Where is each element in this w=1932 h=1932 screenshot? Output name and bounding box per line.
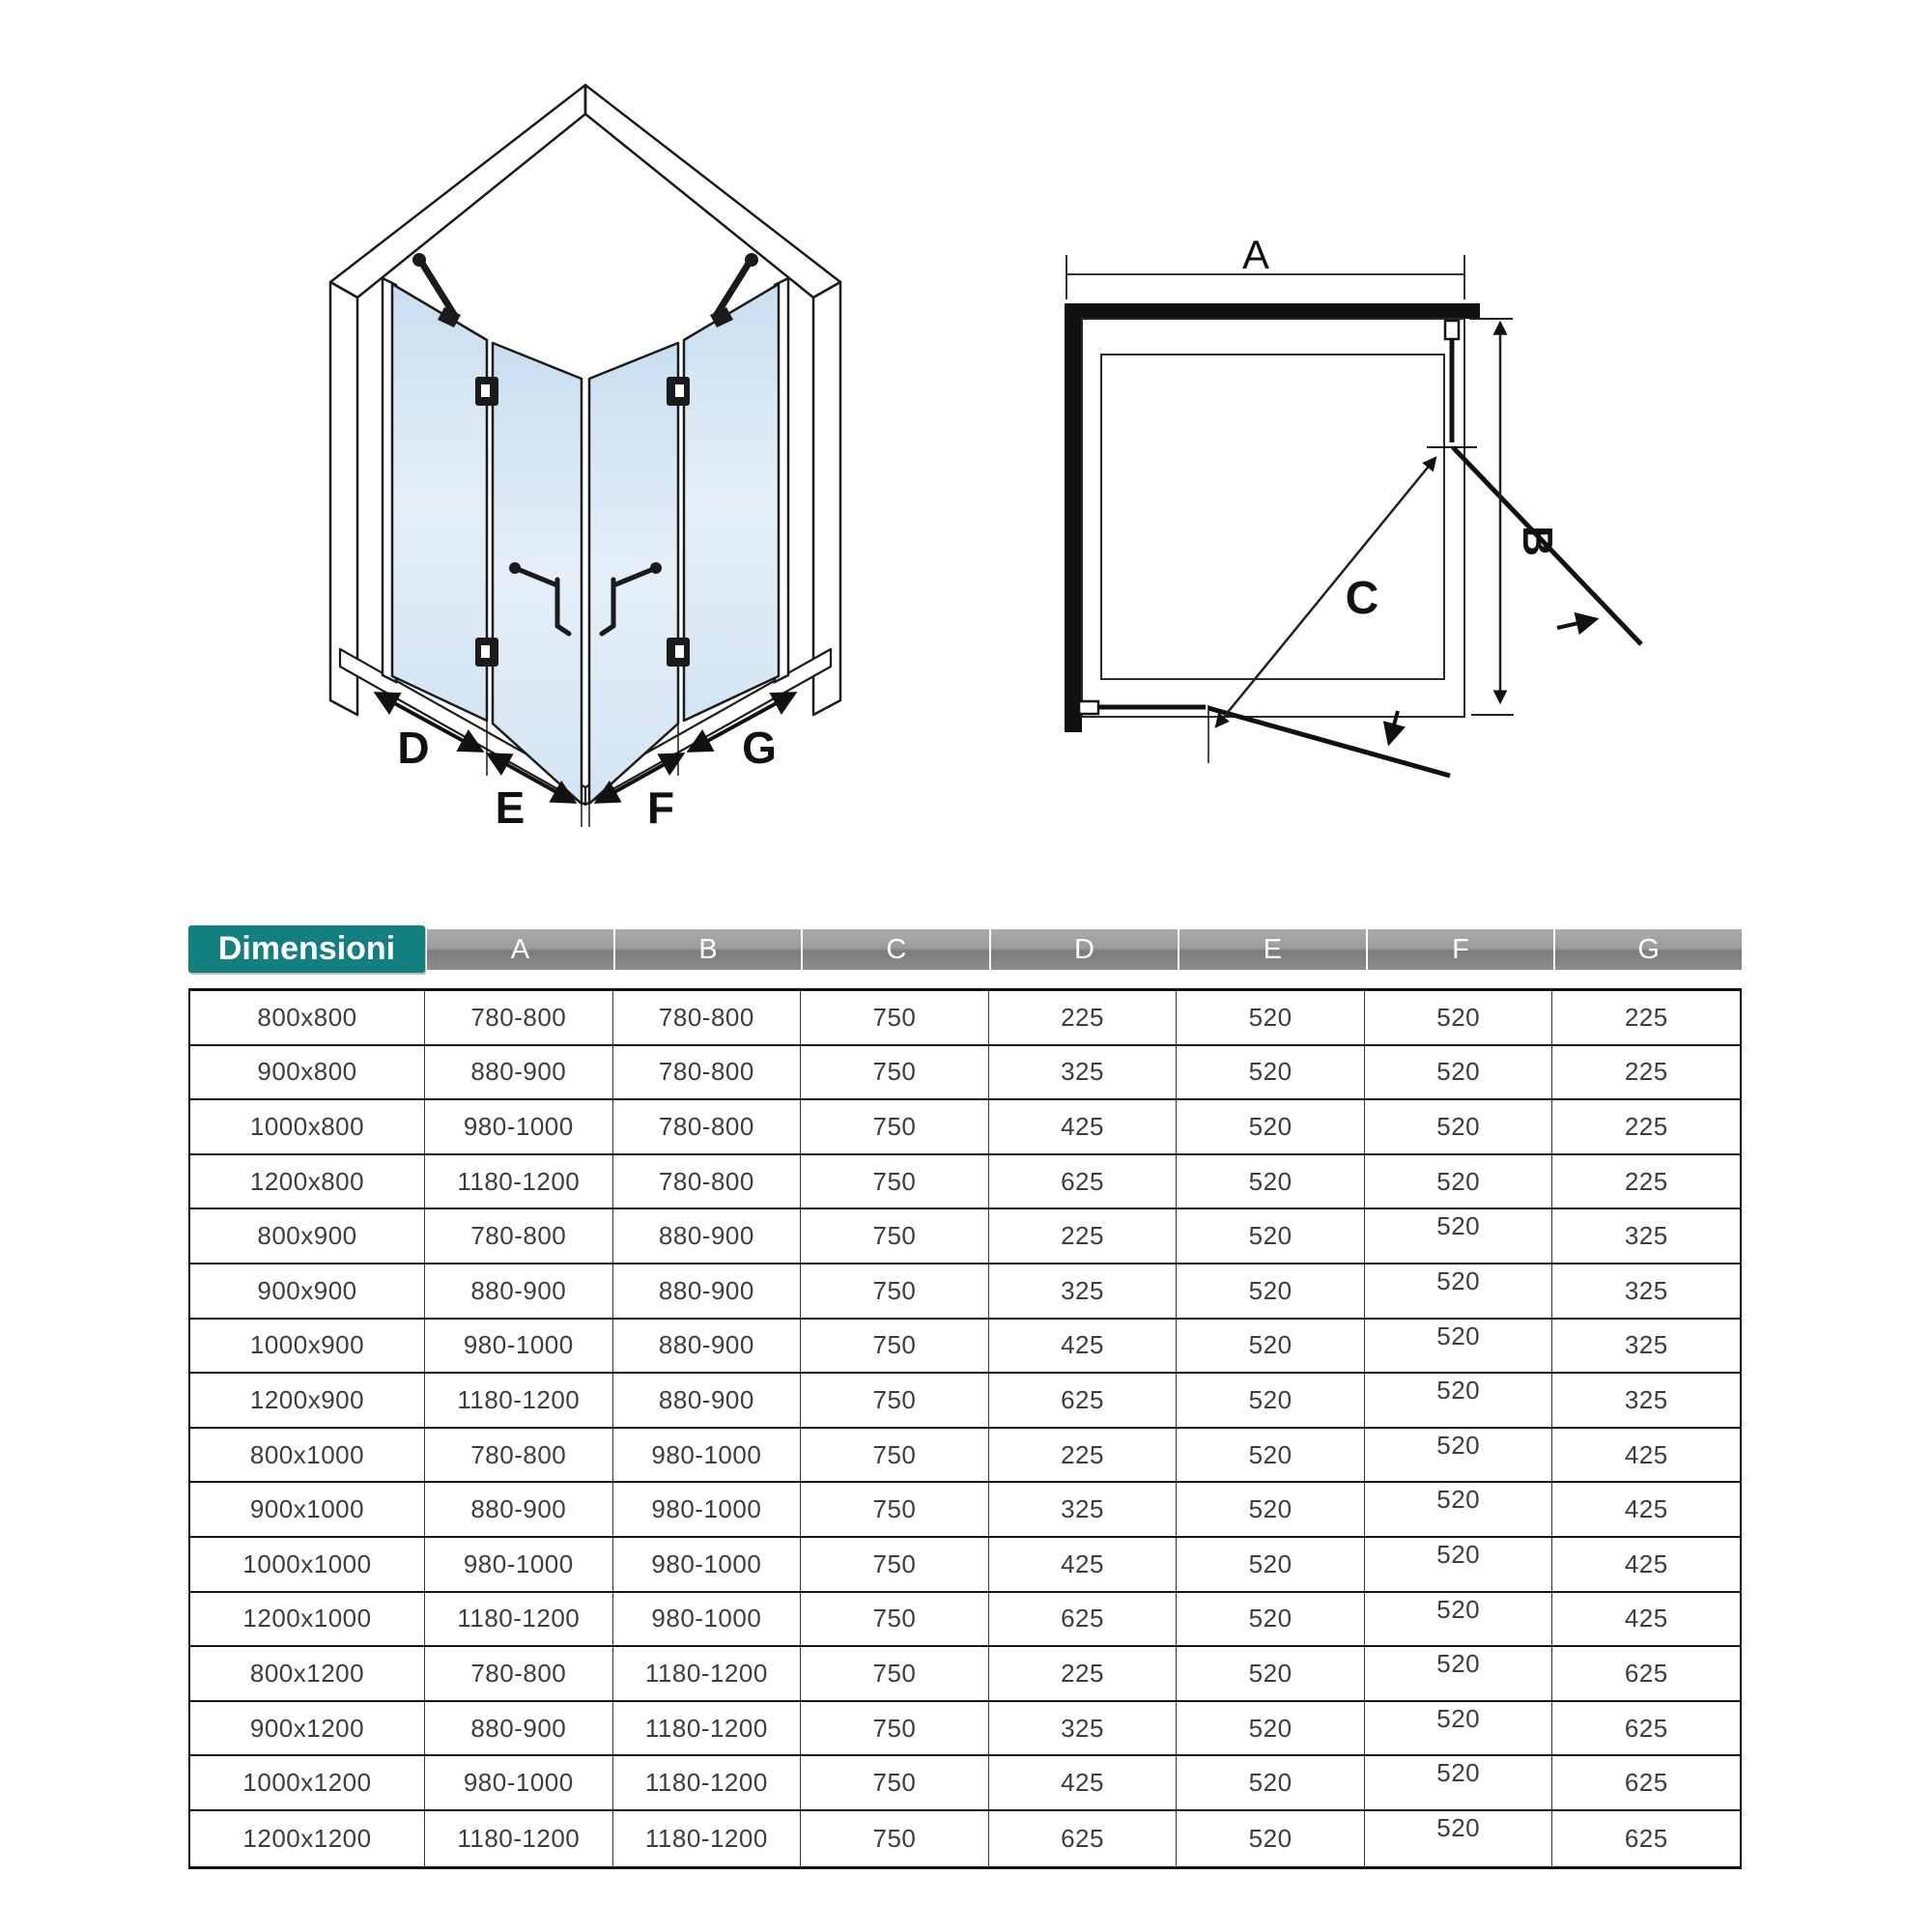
value-cell: 1180-1200 [425,1374,613,1427]
value-cell: 750 [801,1264,989,1318]
shower-plan-diagram [1043,232,1806,792]
value-cell: 520 [1177,1046,1365,1099]
column-header-f: F [1366,929,1554,970]
value-cell: 780-800 [613,1100,802,1153]
value-cell: 1180-1200 [613,1647,802,1700]
value-cell: 780-800 [613,1155,802,1208]
door-panel-right [589,343,678,804]
value-cell: 520 [1177,1320,1365,1373]
support-bars [412,253,758,327]
table-row [190,1264,1740,1320]
value-cell: 880-900 [613,1264,802,1318]
table-row [190,1702,1740,1757]
size-cell: 1000x1000 [190,1538,425,1591]
value-cell: 1180-1200 [425,1155,613,1208]
value-cell: 520 [1365,1374,1553,1427]
value-cell: 750 [801,991,989,1044]
value-cell: 750 [801,1320,989,1373]
value-cell: 780-800 [613,991,802,1044]
value-cell: 625 [989,1593,1178,1646]
value-cell: 225 [1624,1111,1668,1141]
size-cell: 1000x900 [190,1320,425,1373]
value-cell: 750 [801,1483,989,1536]
value-cell: 750 [801,1538,989,1591]
value-cell: 520 [1177,1264,1365,1318]
table-row [190,1320,1740,1375]
dimensions-table [188,925,1742,1869]
value-cell: 325 [1624,1275,1668,1305]
size-cell: 900x900 [190,1264,425,1318]
value-cell: 520 [1365,1593,1553,1646]
value-cell: 520 [1365,1320,1553,1373]
value-cell: 980-1000 [613,1593,802,1646]
value-cell: 325 [989,1702,1178,1755]
value-cell: 880-900 [425,1702,613,1755]
value-cell: 520 [1365,1046,1553,1099]
value-cell: 880-900 [425,1483,613,1536]
value-cell: 980-1000 [425,1100,613,1153]
value-cell: 425 [1624,1548,1668,1578]
value-cell: 625 [989,1155,1178,1208]
value-cell: 425 [989,1100,1178,1153]
column-header-d: D [989,929,1178,970]
fixed-panel-right [684,284,779,721]
value-cell: 750 [801,1593,989,1646]
value-cell: 520 [1177,1538,1365,1591]
table-row [190,1538,1740,1593]
value-cell: 780-800 [613,1046,802,1099]
value-cell: 1180-1200 [613,1756,802,1809]
column-header-c: C [801,929,989,970]
table-row [190,1647,1740,1702]
table-row [190,1811,1740,1866]
value-cell: 520 [1365,1155,1553,1208]
size-cell: 900x1000 [190,1483,425,1536]
value-cell: 625 [1624,1713,1668,1743]
value-cell: 520 [1177,1374,1365,1427]
value-cell: 980-1000 [613,1429,802,1482]
dimension-label-f: F [646,782,675,833]
table-row [190,1209,1740,1264]
value-cell: 520 [1177,991,1365,1044]
table-row [190,1374,1740,1429]
value-cell: 520 [1365,1538,1553,1591]
value-cell: 520 [1177,1100,1365,1153]
value-cell: 780-800 [425,991,613,1044]
dimension-label-c: C [1345,573,1379,624]
value-cell: 425 [1624,1604,1668,1634]
dimension-label-e: E [495,782,526,833]
value-cell: 425 [989,1756,1178,1809]
value-cell: 225 [1624,1002,1668,1032]
table-row [190,1429,1740,1484]
value-cell: 520 [1365,1647,1553,1700]
dimension-label-d: D [397,723,430,773]
value-cell: 520 [1365,1100,1553,1153]
size-cell: 1200x800 [190,1155,425,1208]
value-cell: 425 [1624,1494,1668,1524]
size-cell: 800x1200 [190,1647,425,1700]
dimension-label-g: G [742,723,777,773]
value-cell: 750 [801,1374,989,1427]
column-header-b: B [613,929,802,970]
value-cell: 780-800 [425,1429,613,1482]
dimension-label-a: A [1241,232,1270,277]
value-cell: 625 [1624,1823,1668,1853]
value-cell: 520 [1177,1429,1365,1482]
column-header-band [425,929,1742,970]
value-cell: 880-900 [425,1264,613,1318]
value-cell: 1180-1200 [613,1811,802,1866]
size-cell: 1200x1200 [190,1811,425,1866]
value-cell: 520 [1177,1593,1365,1646]
value-cell: 225 [989,1647,1178,1700]
size-cell: 1200x1000 [190,1593,425,1646]
value-cell: 980-1000 [613,1483,802,1536]
value-cell: 750 [801,1756,989,1809]
value-cell: 520 [1365,1756,1553,1809]
value-cell: 750 [801,1429,989,1482]
value-cell: 750 [801,1811,989,1866]
value-cell: 520 [1365,1483,1553,1536]
value-cell: 980-1000 [425,1756,613,1809]
column-header-g: G [1553,929,1742,970]
column-header-e: E [1178,929,1366,970]
value-cell: 625 [989,1374,1178,1427]
table-row [190,1100,1740,1155]
value-cell: 325 [989,1046,1178,1099]
value-cell: 325 [1624,1384,1668,1414]
value-cell: 520 [1365,1702,1553,1755]
size-cell: 1200x900 [190,1374,425,1427]
value-cell: 880-900 [613,1209,802,1263]
column-header-a: A [425,929,613,970]
table-row [190,1593,1740,1648]
size-cell: 1000x1200 [190,1756,425,1809]
value-cell: 225 [989,1429,1178,1482]
shower-3d-diagram [309,58,850,840]
value-cell: 225 [989,1209,1178,1263]
value-cell: 750 [801,1155,989,1208]
value-cell: 520 [1177,1647,1365,1700]
value-cell: 520 [1365,1264,1553,1318]
table-row [190,1483,1740,1538]
table-title: Dimensioni [188,925,425,973]
size-cell: 900x800 [190,1046,425,1099]
value-cell: 980-1000 [613,1538,802,1591]
value-cell: 520 [1365,1811,1553,1866]
value-cell: 750 [801,1702,989,1755]
value-cell: 1180-1200 [425,1593,613,1646]
dimension-label-b: B [1514,526,1561,556]
value-cell: 520 [1177,1756,1365,1809]
value-cell: 425 [989,1320,1178,1373]
size-cell: 1000x800 [190,1100,425,1153]
value-cell: 625 [1624,1658,1668,1688]
value-cell: 750 [801,1046,989,1099]
value-cell: 325 [989,1264,1178,1318]
plan-walls [1065,303,1480,732]
table-row [190,1756,1740,1811]
value-cell: 520 [1365,1209,1553,1263]
value-cell: 520 [1177,1483,1365,1536]
table-row [190,991,1740,1046]
size-cell: 800x800 [190,991,425,1044]
value-cell: 520 [1177,1811,1365,1866]
value-cell: 425 [1624,1439,1668,1469]
value-cell: 520 [1177,1702,1365,1755]
value-cell: 325 [989,1483,1178,1536]
value-cell: 880-900 [613,1374,802,1427]
value-cell: 625 [1624,1768,1668,1798]
value-cell: 880-900 [425,1046,613,1099]
value-cell: 425 [989,1538,1178,1591]
value-cell: 625 [989,1811,1178,1866]
tray-outline [1101,355,1444,679]
value-cell: 980-1000 [425,1320,613,1373]
size-cell: 800x900 [190,1209,425,1263]
value-cell: 780-800 [425,1647,613,1700]
size-cell: 900x1200 [190,1702,425,1755]
value-cell: 520 [1177,1155,1365,1208]
value-cell: 325 [1624,1221,1668,1251]
value-cell: 980-1000 [425,1538,613,1591]
door-right [1427,321,1641,644]
value-cell: 750 [801,1209,989,1263]
value-cell: 750 [801,1100,989,1153]
value-cell: 520 [1365,991,1553,1044]
value-cell: 520 [1177,1209,1365,1263]
door-bottom [1079,701,1450,776]
value-cell: 325 [1624,1330,1668,1360]
value-cell: 1180-1200 [613,1702,802,1755]
value-cell: 780-800 [425,1209,613,1263]
size-cell: 800x1000 [190,1429,425,1482]
dim-c [1216,458,1435,726]
table-row [190,1155,1740,1210]
value-cell: 520 [1365,1429,1553,1482]
value-cell: 1180-1200 [425,1811,613,1866]
value-cell: 225 [1624,1166,1668,1196]
value-cell: 880-900 [613,1320,802,1373]
value-cell: 750 [801,1647,989,1700]
value-cell: 225 [989,991,1178,1044]
table-body [188,988,1742,1869]
fixed-panel-left [392,284,487,721]
table-row [190,1046,1740,1101]
table-header [188,925,1742,973]
dim-b [1469,319,1514,715]
value-cell: 225 [1624,1057,1668,1087]
door-panel-left [493,343,582,804]
